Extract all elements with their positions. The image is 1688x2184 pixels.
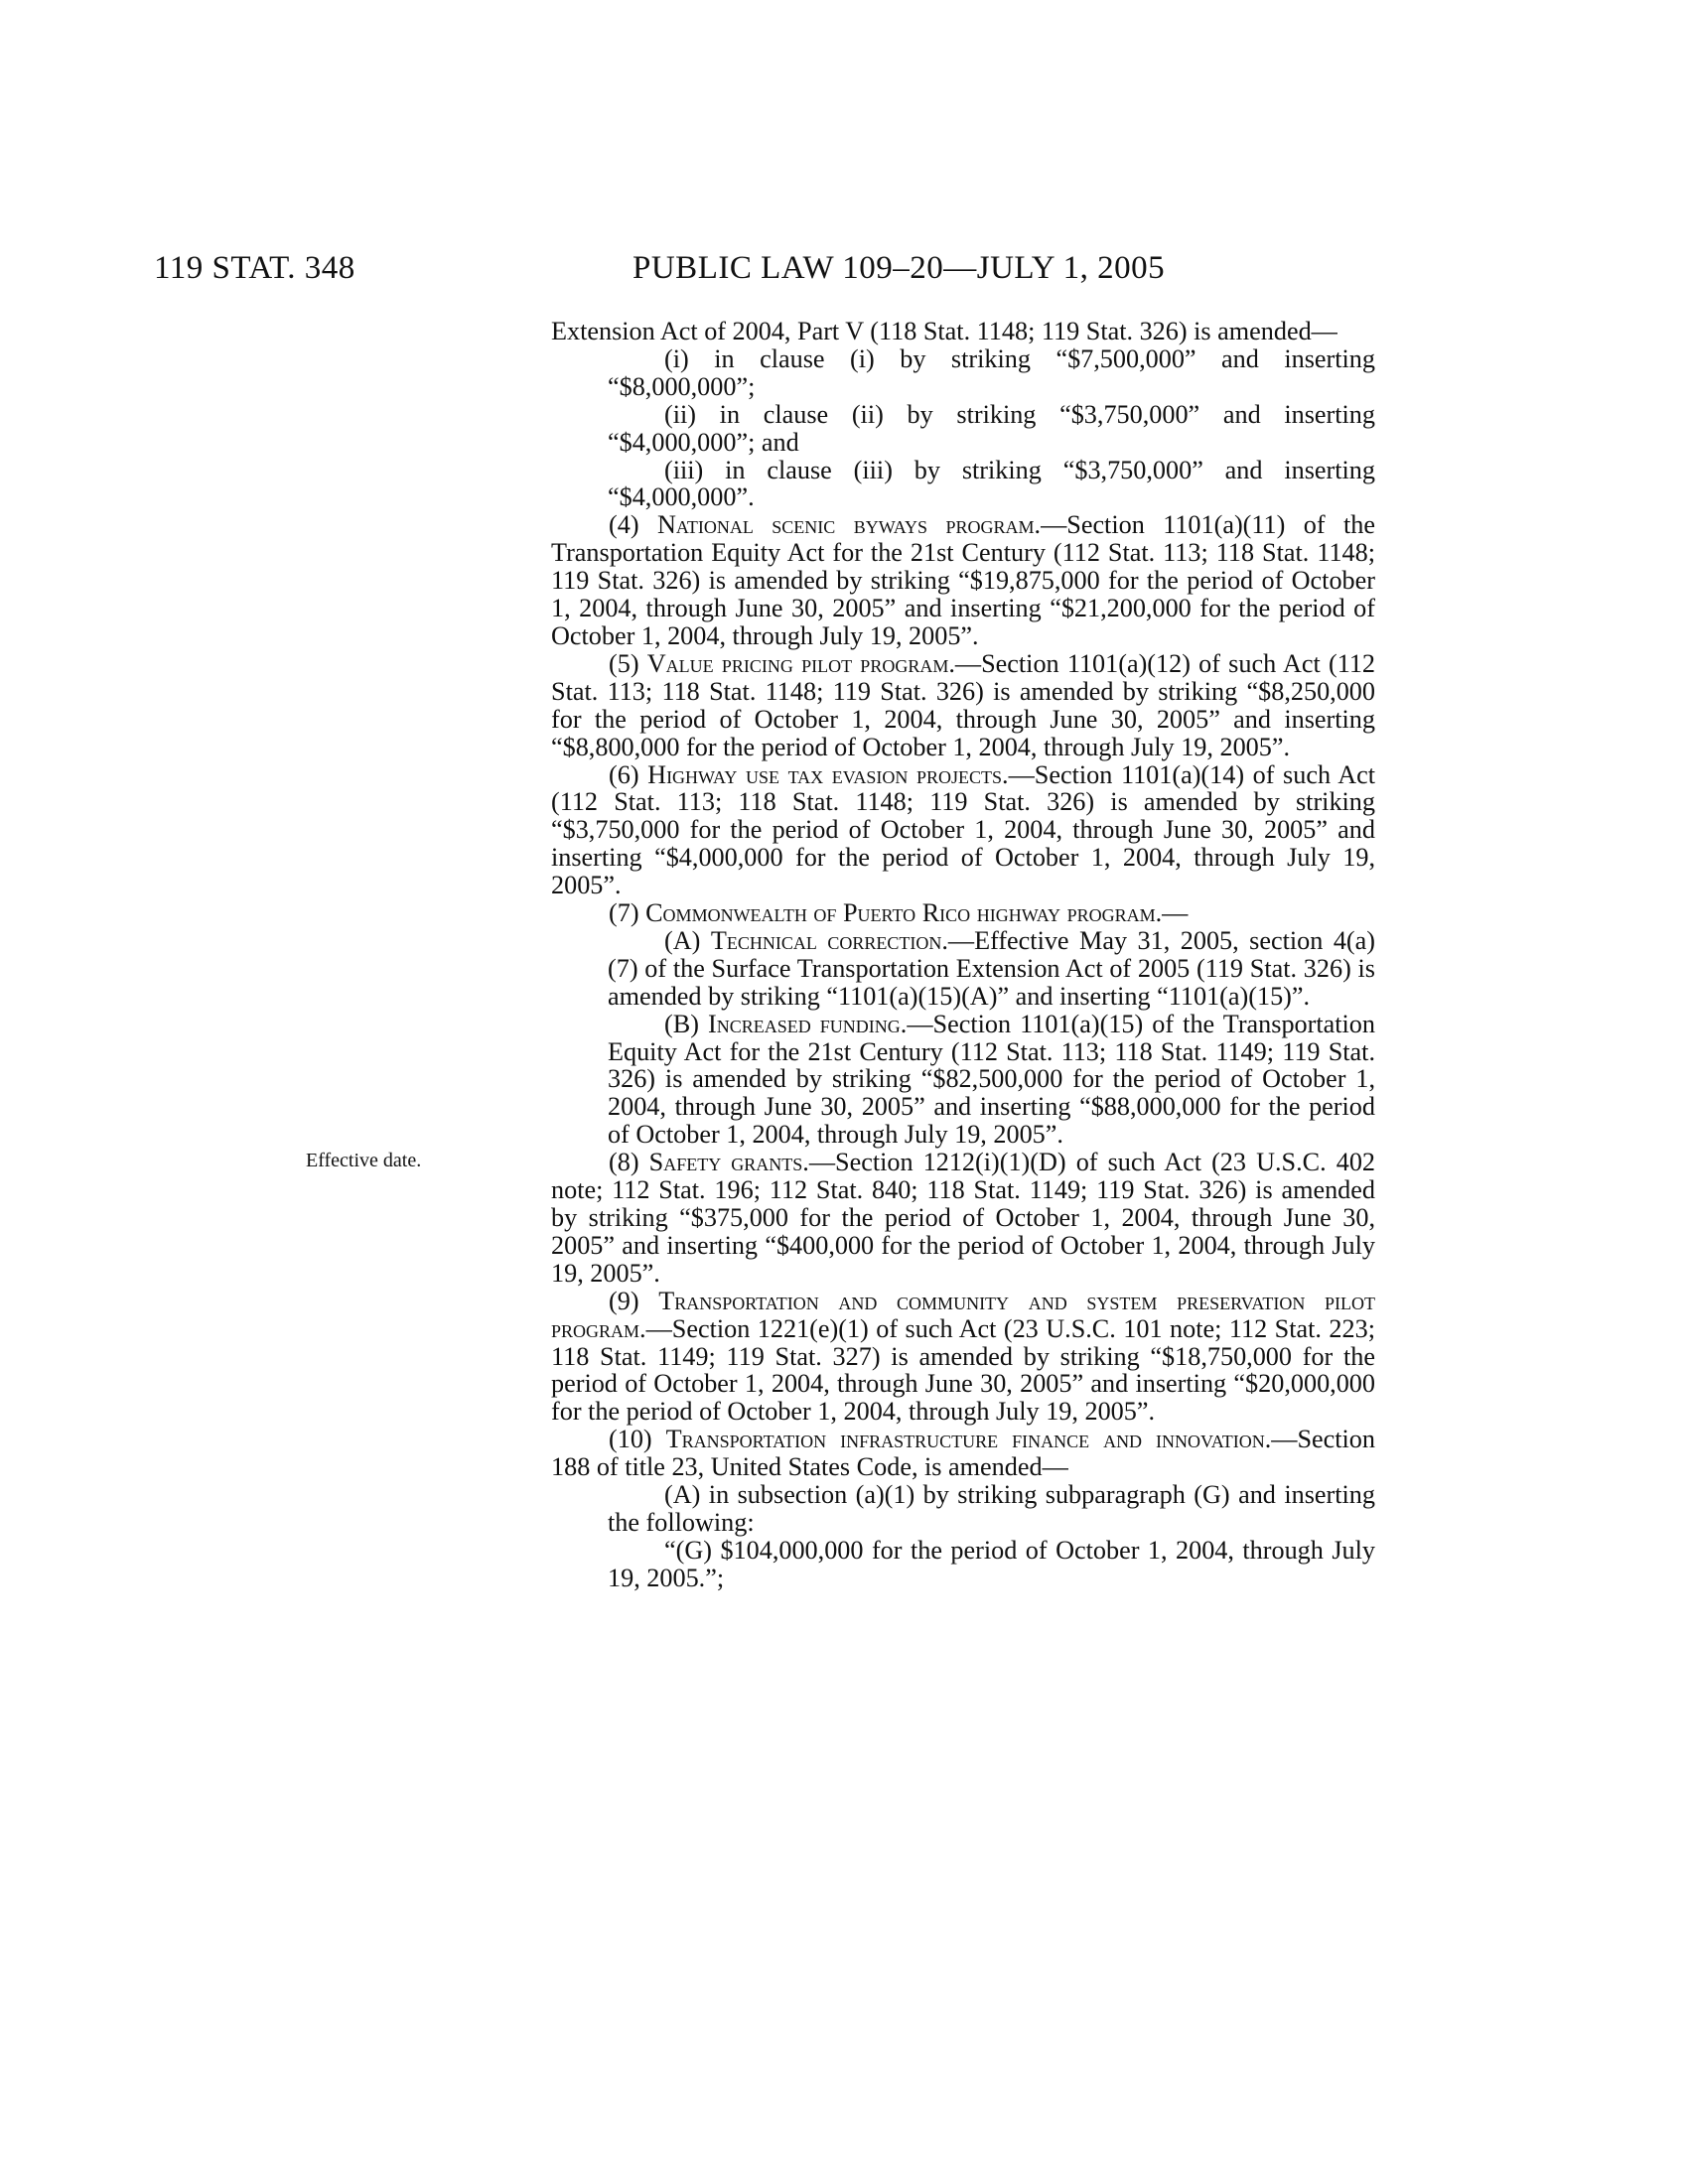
paragraph-heading: Transportation and community and system preservation pilot program. [551,1286,1375,1343]
paragraph-8: (8) Safety grants.—Section 1212(i)(1)(D) of such Act (23 U.S.C. 402 note; 112 Stat. 196; 112 Stat. 840; 118 Stat. 1149; 119 Stat. 326) is amended by striking “$375,000 for the period of October 1, 2004, through June 30, 2005” and inserting “$400,000 for the period of October 1, 2004, through July 19, 2005”. [551,1148,1376,1288]
paragraph-heading: Value pricing pilot program. [646,648,955,678]
paragraph-number: (8) [609,1148,639,1177]
paragraph-heading: Technical correction. [710,925,948,955]
paragraph-10A: (A) in subsection (a)(1) by striking subparagraph (G) and inserting the following: [608,1480,1375,1537]
paragraph-number: (4) [609,510,639,540]
margin-note: Effective date. [306,1150,422,1171]
paragraph-6: (6) Highway use tax evasion projects.—Section 1101(a)(14) of such Act (112 Stat. 113; 118 Stat. 1148; 119 Stat. 326) is amended by striking “$3,750,000 for the period of October 1, 2004, through June 30, 2005” and inserting “$4,000,000 for the period of October 1, 2004, through July 19, 2005”. [551,759,1376,900]
paragraph-intro: Extension Act of 2004, Part V (118 Stat. 1148; 119 Stat. 326) is amended— [551,317,1337,345]
paragraph-heading: Safety grants. [648,1148,809,1177]
paragraph-number: (6) [609,759,639,789]
paragraph-clause-iii: (iii) in clause (iii) by striking “$3,750,000” and inserting “$4,000,000”. [608,455,1375,512]
paragraph-clause-i: (i) in clause (i) by striking “$7,500,000” and inserting “$8,000,000”; [608,343,1375,401]
paragraph-7: (7) Commonwealth of Puerto Rico highway program.— [609,898,1189,928]
paragraph-number: (9) [609,1286,639,1315]
paragraph-number: (5) [609,648,639,678]
stat-reference: 119 STAT. 348 [154,250,355,286]
paragraph-heading: Increased funding. [707,1009,908,1038]
document-body [551,318,1375,1592]
paragraph-number: (7) [609,898,639,928]
paragraph-number: (A) [664,925,701,955]
paragraph-4: (4) National scenic byways program.—Section 1101(a)(11) of the Transportation Equity Act for the 21st Century (112 Stat. 113; 118 Stat. 1148; 119 Stat. 326) is amended by striking “$19,875,000 for the period of October 1, 2004, through June 30, 2005” and inserting “$21,200,000 for the period of October 1, 2004, through July 19, 2005”. [551,510,1375,650]
paragraph-9: (9) Transportation and community and system preservation pilot program.—Section 1221(e)(1) of such Act (23 U.S.C. 101 note; 112 Stat. 223; 118 Stat. 1149; 119 Stat. 327) is amended by striking “$18,750,000 for the period of October 1, 2004, through June 30, 2005” and inserting “$20,000,000 for the period of October 1, 2004, through July 19, 2005”. [551,1286,1375,1427]
paragraph-7B: (B) Increased funding.—Section 1101(a)(15) of the Transportation Equity Act for the 21st Century (112 Stat. 113; 118 Stat. 1149; 119 Stat. 326) is amended by striking “$82,500,000 for the period of October 1, 2004, through June 30, 2005” and inserting “$88,000,000 for the period of October 1, 2004, through July 19, 2005”. [608,1009,1375,1150]
paragraph-10A-quoted: “(G) $104,000,000 for the period of October 1, 2004, through July 19, 2005.”; [608,1535,1375,1592]
paragraph-clause-ii: (ii) in clause (ii) by striking “$3,750,000” and inserting “$4,000,000”; and [608,399,1375,457]
paragraph-heading: Commonwealth of Puerto Rico highway program. [645,898,1163,928]
paragraph-5: (5) Value pricing pilot program.—Section 1101(a)(12) of such Act (112 Stat. 113; 118 Stat. 1148; 119 Stat. 326) is amended by striking “$8,250,000 for the period of October 1, 2004, through June 30, 2005” and inserting “$8,800,000 for the period of October 1, 2004, through July 19, 2005”. [551,648,1376,761]
paragraph-10: (10) Transportation infrastructure finance and innovation.—Section 188 of title 23, United States Code, is amended— [551,1425,1375,1482]
paragraph-number: (B) [664,1009,699,1038]
paragraph-number: (10) [609,1425,652,1454]
paragraph-heading: Transportation infrastructure finance and innovation. [665,1425,1272,1454]
paragraph-7A: (A) Technical correction.—Effective May 31, 2005, section 4(a)(7) of the Surface Transportation Extension Act of 2005 (119 Stat. 326) is amended by striking “1101(a)(15)(A)” and inserting “1101(a)(15)”. [608,925,1375,1011]
paragraph-heading: Highway use tax evasion projects. [647,759,1009,789]
law-title: PUBLIC LAW 109–20—JULY 1, 2005 [633,250,1166,286]
paragraph-heading: National scenic byways program. [656,510,1042,540]
